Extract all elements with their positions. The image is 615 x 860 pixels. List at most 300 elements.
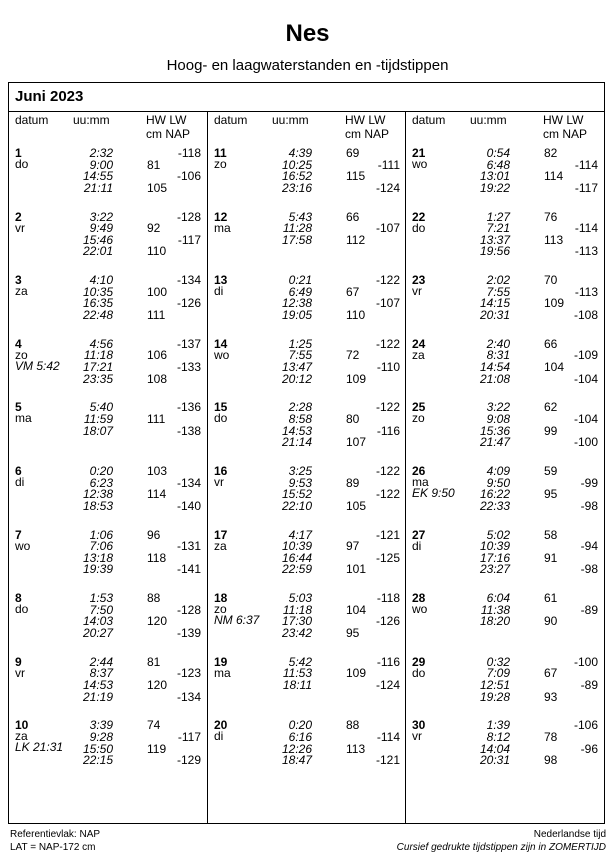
high-water-value: 109 (544, 296, 565, 311)
day-number: 18 (214, 591, 228, 606)
moon-phase: LK 21:31 (15, 740, 64, 755)
header-time: uu:mm (272, 113, 309, 127)
weekday: za (15, 284, 28, 299)
day-entry (208, 465, 406, 527)
weekday: wo (412, 602, 428, 617)
day-entry (406, 719, 604, 781)
tide-time: 3:39 (89, 718, 113, 733)
tide-time: 9:50 (486, 475, 510, 490)
high-water-value: 76 (544, 209, 558, 224)
tide-row (9, 500, 207, 512)
day-number: 21 (412, 146, 426, 160)
tide-time: 2:02 (486, 273, 510, 288)
high-water-value: 119 (147, 741, 167, 756)
high-water-value: 72 (346, 348, 360, 363)
low-water-value: -138 (176, 423, 201, 438)
high-water-value: 98 (544, 753, 558, 768)
high-water-value: 110 (147, 244, 167, 259)
tide-time: 9:08 (486, 411, 510, 426)
high-water-value: 81 (147, 157, 161, 172)
low-water-value: -107 (375, 296, 400, 311)
day-entry (406, 656, 604, 718)
low-water-value: -136 (176, 400, 201, 415)
tide-time: 17:58 (281, 232, 312, 247)
weekday: di (214, 284, 224, 299)
header-time: uu:mm (73, 113, 110, 127)
moon-phase: EK 9:50 (412, 486, 455, 500)
weekday: za (412, 347, 425, 362)
tide-time: 0:54 (486, 146, 510, 160)
low-water-value: -109 (573, 348, 598, 363)
tide-row (208, 234, 406, 246)
day-entry (208, 211, 406, 273)
header-hw-lw-label: HW LW (146, 113, 187, 127)
tide-time: 1:27 (486, 209, 510, 224)
tide-time: 10:39 (479, 539, 510, 554)
tide-time: 18:47 (281, 753, 312, 768)
weekday: vr (15, 220, 25, 235)
low-water-value: -110 (376, 359, 400, 374)
low-water-value: -140 (176, 498, 201, 513)
tide-time: 9:53 (288, 475, 312, 490)
tide-time: 1:25 (288, 336, 312, 351)
footer-timezone: Nederlandse tijd (533, 829, 606, 840)
tide-time: 22:10 (281, 498, 312, 513)
low-water-value: -107 (375, 221, 400, 236)
tide-time: 4:56 (89, 336, 113, 351)
page-title: Nes (285, 20, 330, 47)
tide-row (208, 754, 406, 766)
tide-time: 13:01 (479, 169, 510, 184)
header-units: cm NAP (543, 127, 588, 141)
tide-time: 4:10 (89, 273, 113, 288)
high-water-value: 89 (346, 475, 360, 490)
tide-time: 22:15 (82, 753, 113, 768)
day-number: 9 (15, 654, 22, 669)
high-water-value: 110 (346, 307, 366, 322)
tide-row (208, 373, 406, 385)
low-water-value: -131 (176, 539, 201, 554)
high-water-value: 109 (346, 666, 367, 681)
tide-time: 19:28 (479, 689, 510, 704)
day-entry (406, 401, 604, 463)
tide-time: 0:32 (486, 654, 510, 669)
tide-time: 4:39 (288, 146, 312, 160)
day-entry (406, 465, 604, 527)
tide-row (9, 182, 207, 194)
high-water-value: 70 (544, 273, 558, 288)
tide-time: 19:05 (281, 307, 312, 322)
weekday: zo (214, 157, 227, 171)
tide-time: 17:21 (82, 359, 113, 374)
day-entry (9, 592, 207, 654)
tide-time: 18:07 (82, 423, 113, 438)
low-water-value: -134 (176, 273, 201, 288)
high-water-value: 114 (147, 487, 167, 502)
tide-row (406, 615, 604, 627)
tide-time: 14:54 (479, 359, 510, 374)
low-water-value: -98 (580, 498, 598, 513)
tide-time: 19:56 (479, 244, 510, 259)
low-water-value: -113 (574, 244, 598, 259)
high-water-value: 107 (346, 435, 367, 450)
tide-time: 6:49 (288, 284, 312, 299)
day-entry (9, 147, 207, 209)
day-number: 15 (214, 400, 228, 415)
day-number: 19 (214, 654, 228, 669)
high-water-value: 99 (544, 423, 558, 438)
low-water-value: -89 (580, 602, 598, 617)
day-number: 4 (15, 336, 22, 351)
high-water-value: 88 (147, 591, 161, 606)
high-water-value: 67 (346, 284, 360, 299)
high-water-value: 91 (544, 550, 558, 565)
high-water-value: 105 (147, 180, 168, 195)
low-water-value: -121 (375, 753, 400, 768)
tide-row (406, 245, 604, 257)
low-water-value: -122 (375, 464, 400, 478)
tide-row (9, 245, 207, 257)
low-water-value: -134 (176, 475, 201, 490)
tide-row (9, 563, 207, 575)
tide-time: 7:55 (486, 284, 510, 299)
weekday: do (412, 220, 426, 235)
tide-time: 9:49 (89, 221, 113, 236)
low-water-value: -139 (176, 625, 201, 640)
tide-time: 9:28 (89, 729, 113, 744)
tide-row (208, 563, 406, 575)
month-label: Juni 2023 (15, 88, 84, 105)
tide-time: 11:59 (83, 411, 113, 426)
high-water-value: 61 (544, 591, 558, 606)
weekday: za (214, 538, 227, 553)
tide-time: 4:09 (486, 464, 510, 478)
day-entry (9, 401, 207, 463)
weekday: za (15, 729, 28, 744)
day-entry (406, 147, 604, 209)
day-number: 25 (412, 400, 426, 415)
tide-time: 20:27 (82, 625, 113, 640)
low-water-value: -100 (573, 654, 598, 669)
tide-time: 16:44 (281, 550, 312, 565)
low-water-value: -118 (177, 146, 201, 160)
high-water-value: 103 (147, 464, 168, 478)
high-water-value: 109 (346, 371, 367, 386)
high-water-value: 80 (346, 411, 360, 426)
weekday: vr (15, 665, 25, 680)
weekday: ma (214, 220, 231, 235)
low-water-value: -116 (376, 423, 400, 438)
low-water-value: -113 (574, 284, 598, 299)
tide-row (406, 373, 604, 385)
tide-time: 5:40 (89, 400, 113, 415)
high-water-value: 111 (147, 307, 166, 322)
high-water-value: 113 (346, 741, 366, 756)
weekday: wo (412, 157, 428, 171)
day-entry (208, 338, 406, 400)
high-water-value: 82 (544, 146, 558, 160)
tide-time: 10:25 (281, 157, 312, 172)
low-water-value: -99 (580, 475, 598, 490)
day-entry (406, 211, 604, 273)
high-water-value: 66 (346, 209, 360, 224)
tide-time: 19:39 (82, 562, 113, 577)
day-entry (9, 274, 207, 336)
day-entry (9, 338, 207, 400)
tide-row (208, 182, 406, 194)
tide-time: 13:18 (82, 550, 113, 565)
day-entry (406, 592, 604, 654)
high-water-value: 62 (544, 400, 558, 415)
page-subtitle: Hoog- en laagwaterstanden en -tijdstippen (166, 57, 449, 74)
high-water-value: 112 (346, 232, 366, 247)
low-water-value: -125 (375, 550, 400, 565)
low-water-value: -106 (176, 169, 201, 184)
header-units: cm NAP (345, 127, 390, 141)
column-1 (9, 111, 207, 823)
low-water-value: -129 (176, 753, 201, 768)
tide-time: 1:53 (89, 591, 113, 606)
day-number: 6 (15, 464, 22, 478)
tide-time: 2:44 (89, 654, 113, 669)
tide-row (406, 691, 604, 703)
tide-time: 15:52 (281, 487, 312, 502)
tide-time: 20:12 (281, 371, 312, 386)
header-datum: datum (214, 113, 248, 127)
day-entry (208, 147, 406, 209)
column-2 (207, 111, 406, 823)
low-water-value: -128 (176, 209, 201, 224)
weekday: zo (214, 602, 227, 617)
day-number: 27 (412, 527, 426, 542)
tide-row (406, 436, 604, 448)
weekday: wo (214, 347, 230, 362)
high-water-value: 105 (346, 498, 367, 513)
low-water-value: -89 (580, 677, 598, 692)
tide-time: 4:17 (288, 527, 312, 542)
tide-time: 14:53 (281, 423, 312, 438)
high-water-value: 66 (544, 336, 558, 351)
day-entry (208, 592, 406, 654)
tide-time: 21:14 (281, 435, 312, 450)
day-number: 7 (15, 527, 22, 542)
tide-time: 22:48 (82, 307, 113, 322)
weekday: do (15, 157, 29, 171)
tide-time: 23:35 (82, 371, 113, 386)
day-number: 11 (214, 146, 227, 160)
low-water-value: -117 (177, 232, 201, 247)
low-water-value: -134 (176, 689, 201, 704)
weekday: ma (15, 411, 32, 426)
high-water-value: 104 (346, 602, 367, 617)
tide-time: 13:37 (479, 232, 510, 247)
tide-time: 23:16 (281, 180, 312, 195)
header-time: uu:mm (470, 113, 507, 127)
tide-time: 8:12 (486, 729, 510, 744)
day-number: 26 (412, 464, 426, 478)
tide-row (208, 627, 406, 639)
day-number: 30 (412, 718, 426, 733)
tide-row (208, 500, 406, 512)
tide-time: 7:09 (486, 666, 510, 681)
tide-time: 11:38 (480, 602, 510, 617)
high-water-value: 93 (544, 689, 558, 704)
tide-time: 3:25 (288, 464, 312, 478)
high-water-value: 108 (147, 371, 168, 386)
low-water-value: -106 (573, 718, 598, 733)
tide-row (406, 309, 604, 321)
tide-time: 11:18 (83, 348, 113, 363)
day-entry (9, 211, 207, 273)
tide-time: 14:03 (82, 614, 113, 629)
day-number: 12 (214, 209, 228, 224)
tide-time: 14:53 (82, 677, 113, 692)
high-water-value: 88 (346, 718, 360, 733)
tide-row (9, 754, 207, 766)
tide-time: 11:18 (282, 602, 312, 617)
weekday: vr (412, 284, 422, 299)
low-water-value: -141 (176, 562, 201, 577)
tide-time: 2:40 (486, 336, 510, 351)
high-water-value: 97 (346, 539, 360, 554)
tide-row (406, 754, 604, 766)
day-number: 16 (214, 464, 228, 478)
weekday: do (15, 602, 29, 617)
high-water-value: 120 (147, 614, 168, 629)
column-3 (405, 111, 605, 823)
day-number: 23 (412, 273, 426, 288)
moon-phase: VM 5:42 (15, 358, 60, 373)
day-number: 1 (15, 146, 22, 160)
low-water-value: -100 (573, 435, 598, 450)
weekday: ma (412, 475, 429, 489)
footer-dst-note: Cursief gedrukte tijdstippen zijn in ZOMERTIJD (396, 842, 606, 853)
tide-time: 21:47 (479, 435, 510, 450)
weekday: wo (15, 538, 31, 553)
tide-time: 18:11 (282, 677, 312, 692)
high-water-value: 118 (147, 550, 167, 565)
weekday: vr (412, 729, 422, 744)
low-water-value: -111 (377, 157, 400, 172)
day-number: 17 (214, 527, 228, 542)
tide-time: 10:39 (281, 539, 312, 554)
low-water-value: -117 (574, 180, 598, 195)
header-units: cm NAP (146, 127, 191, 141)
tide-time: 6:23 (89, 475, 113, 490)
high-water-value: 120 (147, 677, 168, 692)
weekday: di (15, 475, 25, 489)
day-entry (9, 529, 207, 591)
day-entry (208, 529, 406, 591)
tide-time: 11:28 (282, 221, 312, 236)
tide-time: 21:11 (83, 180, 113, 195)
tide-time: 5:43 (288, 209, 312, 224)
low-water-value: -114 (376, 729, 400, 744)
high-water-value: 106 (147, 348, 168, 363)
high-water-value: 59 (544, 464, 558, 478)
tide-row (208, 679, 406, 691)
low-water-value: -133 (176, 359, 201, 374)
high-water-value: 67 (544, 666, 558, 681)
tide-time: 6:16 (288, 729, 312, 744)
tide-time: 20:31 (479, 753, 510, 768)
tide-time: 19:22 (479, 180, 510, 195)
weekday: zo (412, 411, 425, 426)
tide-time: 6:48 (486, 157, 510, 172)
tide-time: 16:35 (82, 296, 113, 311)
tide-row (9, 691, 207, 703)
low-water-value: -114 (574, 157, 598, 172)
tide-time: 0:20 (89, 464, 113, 478)
low-water-value: -123 (176, 666, 201, 681)
low-water-value: -122 (375, 273, 400, 288)
tide-time: 14:15 (479, 296, 510, 311)
tide-time: 0:21 (288, 273, 312, 288)
tide-row (406, 182, 604, 194)
high-water-value: 115 (346, 169, 366, 184)
tide-time: 15:36 (479, 423, 510, 438)
header-datum: datum (412, 113, 446, 127)
tide-table (8, 82, 605, 824)
tide-time: 7:55 (288, 348, 312, 363)
header-hw-lw-label: HW LW (543, 113, 584, 127)
tide-time: 16:22 (479, 487, 510, 502)
low-water-value: -126 (375, 614, 400, 629)
day-entry (406, 529, 604, 591)
low-water-value: -128 (176, 602, 201, 617)
low-water-value: -124 (375, 180, 400, 195)
tide-time: 23:42 (281, 625, 312, 640)
low-water-value: -114 (574, 221, 598, 236)
weekday: zo (15, 347, 28, 362)
high-water-value: 96 (147, 527, 161, 542)
low-water-value: -126 (176, 296, 201, 311)
high-water-value: 58 (544, 527, 558, 542)
high-water-value: 101 (346, 562, 367, 577)
tide-time: 1:39 (486, 718, 510, 733)
low-water-value: -108 (573, 307, 598, 322)
high-water-value: 92 (147, 221, 161, 236)
high-water-value: 81 (147, 654, 161, 669)
day-entry (9, 465, 207, 527)
tide-time: 16:52 (281, 169, 312, 184)
high-water-value: 95 (544, 487, 558, 502)
tide-row (9, 309, 207, 321)
high-water-value: 100 (147, 284, 168, 299)
header-datum: datum (15, 113, 49, 127)
tide-time: 1:06 (89, 527, 113, 542)
high-water-value: 113 (544, 232, 564, 247)
day-number: 13 (214, 273, 228, 288)
tide-row (406, 563, 604, 575)
low-water-value: -94 (580, 539, 598, 554)
tide-time: 2:28 (288, 400, 312, 415)
tide-time: 18:53 (82, 498, 113, 513)
tide-time: 15:50 (82, 741, 113, 756)
day-entry (208, 656, 406, 718)
weekday: ma (214, 665, 231, 680)
low-water-value: -116 (376, 654, 400, 669)
low-water-value: -96 (580, 741, 598, 756)
high-water-value: 104 (544, 359, 565, 374)
footer-lat: LAT = NAP-172 cm (10, 842, 96, 853)
low-water-value: -122 (375, 400, 400, 415)
tide-time: 3:22 (89, 209, 113, 224)
tide-time: 12:26 (281, 741, 312, 756)
tide-time: 18:20 (479, 614, 510, 629)
weekday: vr (214, 475, 224, 489)
day-number: 22 (412, 209, 426, 224)
